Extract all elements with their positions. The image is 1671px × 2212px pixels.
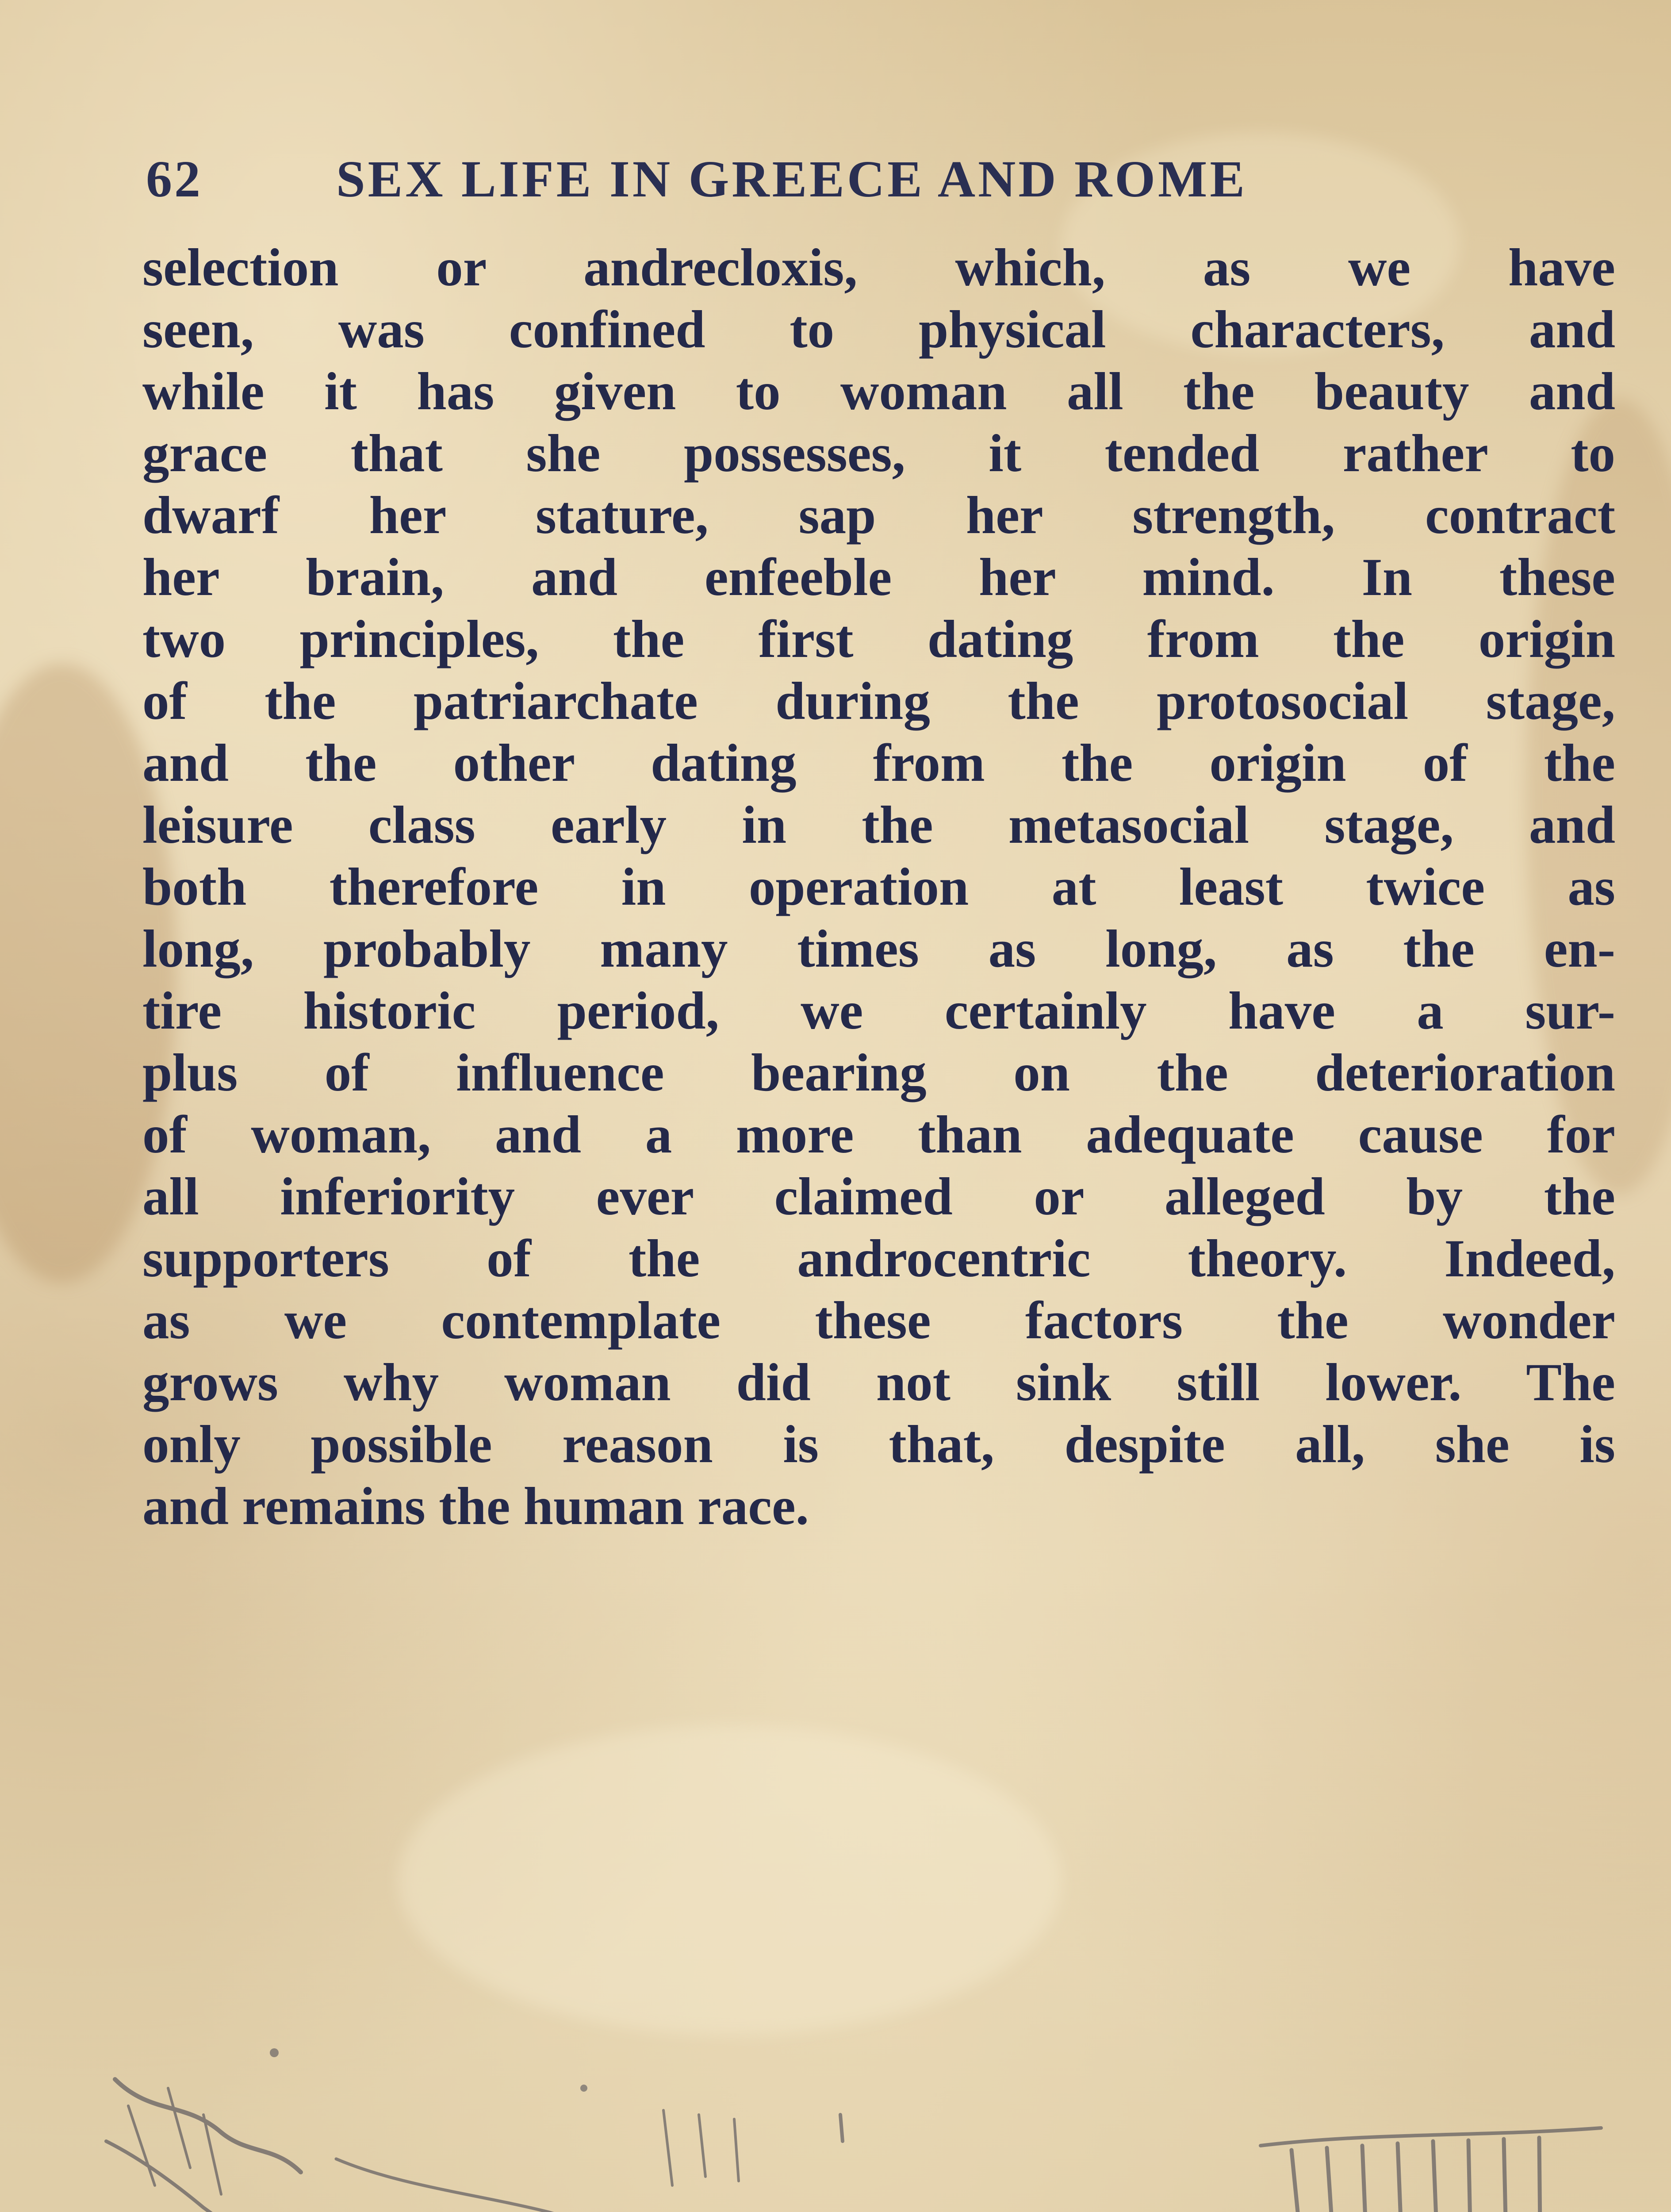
page-number: 62 <box>146 150 203 208</box>
body-paragraph <box>142 237 1615 1537</box>
text-line: grace that she possesses, it tended rather to <box>142 424 1615 483</box>
text-line: tire historic period, we certainly have a sur- <box>142 981 1615 1041</box>
show-through-illustration <box>88 2000 1663 2212</box>
text-line: of woman, and a more than adequate cause for <box>142 1105 1615 1164</box>
text-line: two principles, the first dating from the origin <box>142 610 1615 669</box>
text-line: and remains the human race. <box>142 1477 809 1536</box>
running-title: SEX LIFE IN GREECE AND ROME <box>336 150 1248 208</box>
text-line: supporters of the androcentric theory. Indeed, <box>142 1229 1615 1288</box>
text-line: only possible reason is that, despite all, she is <box>142 1415 1615 1474</box>
text-line: while it has given to woman all the beauty and <box>142 362 1615 421</box>
text-line: long, probably many times as long, as the en- <box>142 919 1615 979</box>
text-line: plus of influence bearing on the deterioration <box>142 1043 1615 1102</box>
text-line: her brain, and enfeeble her mind. In these <box>142 548 1615 607</box>
text-line: grows why woman did not sink still lower. The <box>142 1353 1615 1412</box>
text-line: as we contemplate these factors the wonder <box>142 1291 1615 1350</box>
text-line: seen, was confined to physical characters, and <box>142 300 1615 359</box>
text-line: both therefore in operation at least twice as <box>142 857 1615 917</box>
running-head <box>146 146 1437 212</box>
text-line: leisure class early in the metasocial stage, and <box>142 795 1615 855</box>
text-line: selection or andrecloxis, which, as we have <box>142 238 1615 297</box>
text-line: and the other dating from the origin of the <box>142 733 1615 793</box>
text-line: all inferiority ever claimed or alleged by the <box>142 1167 1615 1226</box>
text-line: dwarf her stature, sap her strength, contract <box>142 486 1615 545</box>
paper-stain <box>398 1725 1062 2035</box>
text-line: of the patriarchate during the protosocial stage, <box>142 672 1615 731</box>
